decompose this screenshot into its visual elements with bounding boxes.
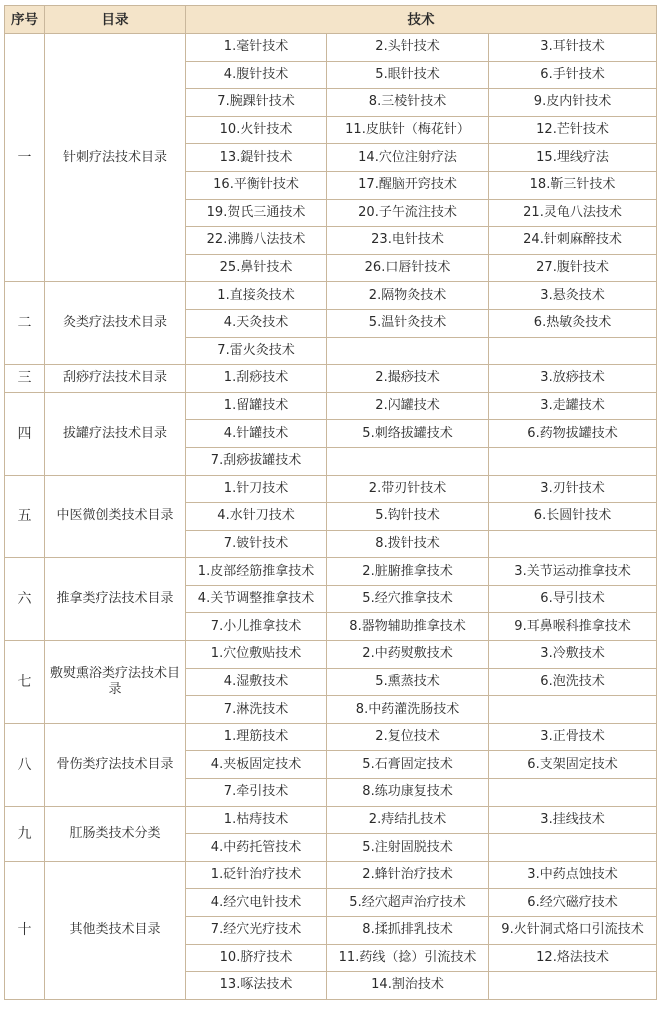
table-row: [5, 34, 657, 62]
technique-cell: 3.挂线技术: [489, 806, 657, 834]
table-row: [5, 365, 657, 393]
technique-cell: 1.理筋技术: [186, 723, 327, 751]
technique-cell: 22.沸腾八法技术: [186, 227, 327, 255]
technique-cell: 14.割治技术: [327, 972, 489, 1000]
technique-cell: 1.穴位敷贴技术: [186, 641, 327, 669]
technique-cell: 1.皮部经筋推拿技术: [186, 558, 327, 586]
technique-cell: [489, 972, 657, 1000]
technique-cell: 6.经穴磁疗技术: [489, 889, 657, 917]
technique-cell: 10.脐疗技术: [186, 944, 327, 972]
technique-cell: [489, 696, 657, 724]
technique-cell: 7.腕踝针技术: [186, 89, 327, 117]
category-name: 中医微创类技术目录: [45, 475, 186, 558]
technique-cell: [489, 530, 657, 558]
technique-cell: 6.长圆针技术: [489, 503, 657, 531]
technique-cell: 4.中药托管技术: [186, 834, 327, 862]
technique-cell: 18.靳三针技术: [489, 171, 657, 199]
category-name: 其他类技术目录: [45, 861, 186, 999]
technique-cell: 5.经穴超声治疗技术: [327, 889, 489, 917]
technique-cell: [489, 447, 657, 475]
technique-cell: 1.针刀技术: [186, 475, 327, 503]
technique-cell: 2.撮痧技术: [327, 365, 489, 393]
technique-cell: 3.放痧技术: [489, 365, 657, 393]
category-number: 八: [5, 723, 45, 806]
category-number: 九: [5, 806, 45, 861]
technique-cell: 1.直接灸技术: [186, 282, 327, 310]
technique-cell: 11.皮肤针（梅花针）: [327, 116, 489, 144]
category-number: 三: [5, 365, 45, 393]
technique-cell: 5.石膏固定技术: [327, 751, 489, 779]
technique-cell: 7.刮痧拔罐技术: [186, 447, 327, 475]
technique-cell: 1.枯痔技术: [186, 806, 327, 834]
technique-cell: 17.醒脑开窍技术: [327, 171, 489, 199]
technique-cell: 1.砭针治疗技术: [186, 861, 327, 889]
technique-cell: 4.针罐技术: [186, 420, 327, 448]
technique-cell: 4.关节调整推拿技术: [186, 585, 327, 613]
technique-cell: 4.夹板固定技术: [186, 751, 327, 779]
technique-cell: 14.穴位注射疗法: [327, 144, 489, 172]
technique-cell: 5.刺络拔罐技术: [327, 420, 489, 448]
technique-cell: 15.埋线疗法: [489, 144, 657, 172]
technique-cell: 10.火针技术: [186, 116, 327, 144]
technique-cell: 1.毫针技术: [186, 34, 327, 62]
technique-cell: 8.练功康复技术: [327, 779, 489, 807]
category-name: 推拿类疗法技术目录: [45, 558, 186, 641]
category-number: 七: [5, 641, 45, 724]
table-row: [5, 723, 657, 751]
technique-cell: 12.烙法技术: [489, 944, 657, 972]
category-name: 灸类疗法技术目录: [45, 282, 186, 365]
technique-cell: 3.正骨技术: [489, 723, 657, 751]
technique-cell: 5.经穴推拿技术: [327, 585, 489, 613]
technique-cell: 8.拨针技术: [327, 530, 489, 558]
technique-catalog-table: [4, 5, 657, 1000]
technique-cell: 6.药物拔罐技术: [489, 420, 657, 448]
technique-cell: 8.揉抓排乳技术: [327, 917, 489, 945]
table-row: [5, 641, 657, 669]
category-name: 骨伤类疗法技术目录: [45, 723, 186, 806]
technique-cell: 4.腹针技术: [186, 61, 327, 89]
technique-cell: 6.热敏灸技术: [489, 309, 657, 337]
technique-cell: 7.经穴光疗技术: [186, 917, 327, 945]
table-row: [5, 806, 657, 834]
technique-cell: 2.闪罐技术: [327, 392, 489, 420]
table-row: [5, 282, 657, 310]
table-row: [5, 861, 657, 889]
header-techniques: 技术: [186, 6, 657, 34]
technique-cell: 2.中药熨敷技术: [327, 641, 489, 669]
category-number: 六: [5, 558, 45, 641]
technique-cell: 2.头针技术: [327, 34, 489, 62]
technique-cell: 21.灵龟八法技术: [489, 199, 657, 227]
category-name: 拔罐疗法技术目录: [45, 392, 186, 475]
technique-cell: 3.冷敷技术: [489, 641, 657, 669]
technique-cell: 5.熏蒸技术: [327, 668, 489, 696]
table-row: [5, 475, 657, 503]
technique-cell: 3.悬灸技术: [489, 282, 657, 310]
category-number: 十: [5, 861, 45, 999]
category-name: 针刺疗法技术目录: [45, 34, 186, 282]
table-row: [5, 392, 657, 420]
technique-cell: 27.腹针技术: [489, 254, 657, 282]
category-name: 肛肠类技术分类: [45, 806, 186, 861]
technique-cell: 3.关节运动推拿技术: [489, 558, 657, 586]
technique-cell: 11.药线（捻）引流技术: [327, 944, 489, 972]
technique-cell: 1.刮痧技术: [186, 365, 327, 393]
category-number: 五: [5, 475, 45, 558]
category-number: 一: [5, 34, 45, 282]
technique-cell: 23.电针技术: [327, 227, 489, 255]
technique-cell: 5.温针灸技术: [327, 309, 489, 337]
technique-cell: 2.隔物灸技术: [327, 282, 489, 310]
technique-cell: 6.导引技术: [489, 585, 657, 613]
technique-cell: 16.平衡针技术: [186, 171, 327, 199]
category-number: 四: [5, 392, 45, 475]
technique-cell: [327, 337, 489, 365]
header-row: [5, 6, 657, 34]
technique-cell: 7.淋洗技术: [186, 696, 327, 724]
technique-cell: 7.雷火灸技术: [186, 337, 327, 365]
technique-cell: [489, 834, 657, 862]
technique-cell: 3.走罐技术: [489, 392, 657, 420]
category-name: 敷熨熏浴类疗法技术目录: [45, 641, 186, 724]
technique-cell: 2.蜂针治疗技术: [327, 861, 489, 889]
header-no: 序号: [5, 6, 45, 34]
header-catalog: 目录: [45, 6, 186, 34]
category-number: 二: [5, 282, 45, 365]
technique-cell: 26.口唇针技术: [327, 254, 489, 282]
technique-cell: 9.火针洞式烙口引流技术: [489, 917, 657, 945]
technique-cell: 2.痔结扎技术: [327, 806, 489, 834]
technique-cell: 5.钩针技术: [327, 503, 489, 531]
technique-cell: 13.啄法技术: [186, 972, 327, 1000]
technique-cell: 7.铍针技术: [186, 530, 327, 558]
technique-cell: 8.中药灌洗肠技术: [327, 696, 489, 724]
table-body: [5, 34, 657, 1000]
technique-cell: 8.三棱针技术: [327, 89, 489, 117]
technique-cell: 7.牵引技术: [186, 779, 327, 807]
technique-cell: [489, 779, 657, 807]
catalog-table-wrapper: [4, 5, 657, 1000]
technique-cell: 6.支架固定技术: [489, 751, 657, 779]
technique-cell: 24.针刺麻醉技术: [489, 227, 657, 255]
technique-cell: 13.鍉针技术: [186, 144, 327, 172]
technique-cell: 1.留罐技术: [186, 392, 327, 420]
technique-cell: [489, 337, 657, 365]
technique-cell: 4.天灸技术: [186, 309, 327, 337]
technique-cell: 4.经穴电针技术: [186, 889, 327, 917]
technique-cell: 2.复位技术: [327, 723, 489, 751]
technique-cell: 2.带刃针技术: [327, 475, 489, 503]
technique-cell: 6.手针技术: [489, 61, 657, 89]
technique-cell: 20.子午流注技术: [327, 199, 489, 227]
technique-cell: 25.鼻针技术: [186, 254, 327, 282]
technique-cell: 2.脏腑推拿技术: [327, 558, 489, 586]
technique-cell: [327, 447, 489, 475]
category-name: 刮痧疗法技术目录: [45, 365, 186, 393]
technique-cell: 3.中药点蚀技术: [489, 861, 657, 889]
table-header: [5, 6, 657, 34]
technique-cell: 5.注射固脱技术: [327, 834, 489, 862]
technique-cell: 4.湿敷技术: [186, 668, 327, 696]
technique-cell: 9.皮内针技术: [489, 89, 657, 117]
technique-cell: 4.水针刀技术: [186, 503, 327, 531]
technique-cell: 3.耳针技术: [489, 34, 657, 62]
technique-cell: 5.眼针技术: [327, 61, 489, 89]
technique-cell: 19.贺氏三通技术: [186, 199, 327, 227]
technique-cell: 8.器物辅助推拿技术: [327, 613, 489, 641]
technique-cell: 3.刃针技术: [489, 475, 657, 503]
technique-cell: 12.芒针技术: [489, 116, 657, 144]
technique-cell: 7.小儿推拿技术: [186, 613, 327, 641]
table-row: [5, 558, 657, 586]
technique-cell: 9.耳鼻喉科推拿技术: [489, 613, 657, 641]
technique-cell: 6.泡洗技术: [489, 668, 657, 696]
